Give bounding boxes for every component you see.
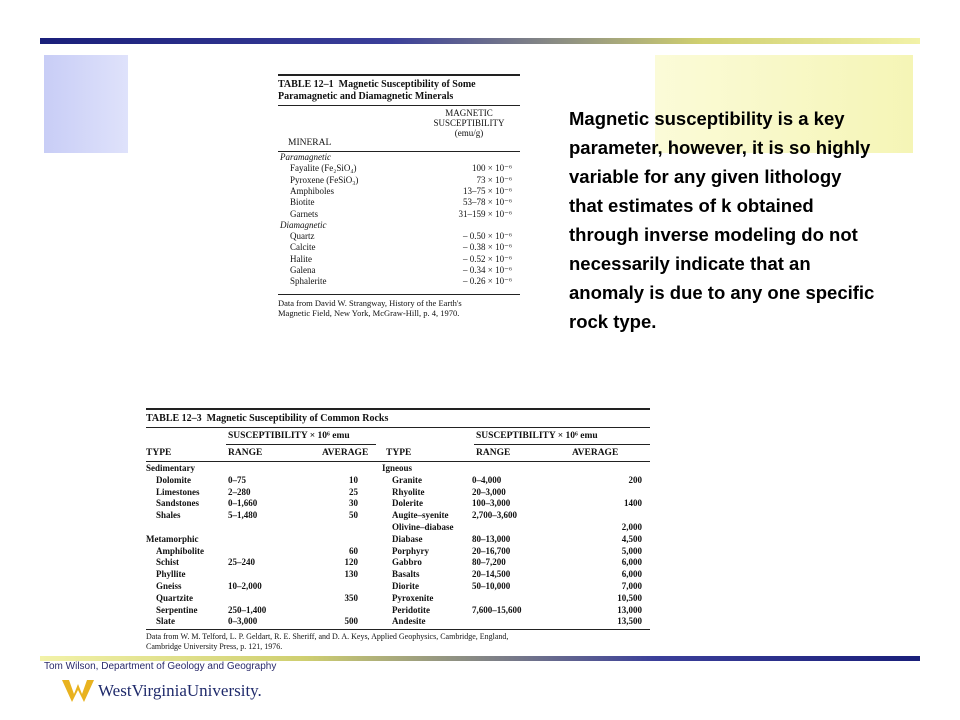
table3-right-range-cell: 0–4,000 (472, 474, 502, 485)
table3-left-range-cell: 2–280 (228, 486, 251, 497)
table3-right-average-cell: 1400 (624, 498, 642, 509)
table3-right-average-cell: 6,000 (621, 557, 642, 568)
table3-title-rule (146, 427, 650, 428)
table1-mineral-cell: Halite (290, 253, 312, 264)
table1-mineral-cell: Calcite (290, 242, 316, 253)
table3-top-rule (146, 408, 650, 410)
table3-left-range-cell: 0–1,660 (228, 498, 258, 509)
table3-right-range-cell: 20–14,500 (472, 569, 511, 580)
footer-credit: Tom Wilson, Department of Geology and Geography (44, 661, 277, 672)
table3-left-range-cell: 25–240 (228, 557, 255, 568)
bullet-text: Magnetic susceptibility is a key parameter, however, it is so highly variable for any given lithology that estimates of k obtained through inverse modeling do not necessarily indicate that an anomaly is due to any one specific rock type. (569, 108, 875, 332)
table3-left-average-cell: 60 (349, 545, 358, 556)
table3-right-range-cell: 20–3,000 (472, 486, 506, 497)
table3-left-range-cell: 5–1,480 (228, 510, 258, 521)
table1-group-label: Paramagnetic (280, 152, 331, 162)
table3-col-range-right: RANGE (476, 448, 511, 458)
table1-top-rule (278, 74, 520, 76)
table3-right-average-cell: 2,000 (621, 522, 642, 532)
table3-susc-rule-right (474, 444, 650, 445)
table1-value-cell: 100 × 10⁻⁶ (472, 163, 512, 174)
table3-right-average-cell: 13,500 (617, 616, 642, 627)
table1-group-label: Diamagnetic (280, 219, 327, 230)
table3-right-average-cell: 13,000 (617, 604, 642, 615)
table1-value-cell: 73 × 10⁻⁶ (476, 174, 512, 185)
table3-right-rock-cell: Diorite (392, 581, 419, 591)
table1-value-cell: – 0.38 × 10⁻⁶ (463, 242, 512, 253)
table3-left-average-cell: 25 (349, 486, 358, 497)
table1-source-1: Data from David W. Strangway, History of the Earth's (278, 298, 462, 308)
table1-value-cell: – 0.50 × 10⁻⁶ (463, 231, 512, 242)
table3-left-group-label: Metamorphic (146, 533, 199, 544)
table3-right-average-cell: 5,000 (621, 545, 642, 556)
table3-left-average-cell: 500 (344, 616, 358, 627)
table3-right-rock-cell: Diabase (392, 533, 423, 544)
table3-left-rock-cell: Amphibolite (156, 545, 205, 556)
table3-left-rock-cell: Slate (156, 616, 175, 627)
table3-left-rock-cell: Sandstones (156, 498, 200, 509)
table3-left-rock-cell: Shales (156, 510, 181, 521)
table3-right-average-cell: 10,500 (617, 592, 642, 603)
table1-value-cell: – 0.26 × 10⁻⁶ (463, 276, 512, 287)
table3-right-average-cell: 4,500 (621, 533, 642, 544)
table3-left-range-cell: 0–75 (228, 474, 246, 485)
table1-value-cell: 13–75 × 10⁻⁶ (463, 185, 512, 196)
table1-value-cell: – 0.34 × 10⁻⁶ (463, 265, 512, 275)
table1-mineral-cell: Sphalerite (290, 276, 327, 287)
table3-right-range-cell: 80–13,000 (472, 533, 511, 544)
table3-col-type-left: TYPE (146, 448, 172, 458)
table3-left-range-cell: 10–2,000 (228, 581, 262, 591)
table3-source-1: Data from W. M. Telford, L. P. Geldart, R. E. Sheriff, and D. A. Keys, Applied Geophysics, Cambridge, England, (146, 632, 509, 641)
table3-left-average-cell: 130 (344, 569, 358, 580)
table-12-3-image (142, 405, 654, 658)
table3-right-range-cell: 7,600–15,600 (472, 604, 522, 615)
table1-col-susc-2: SUSCEPTIBILITY (433, 118, 505, 128)
wvu-flying-wv-icon (62, 680, 94, 702)
table3-right-average-cell: 6,000 (621, 569, 642, 580)
table1-col-susc-1: MAGNETIC (445, 108, 493, 118)
table3-left-average-cell: 50 (349, 510, 358, 521)
table1-mineral-cell: Biotite (290, 197, 315, 208)
table3-left-range-cell: 0–3,000 (228, 616, 258, 627)
table3-right-average-cell: 200 (628, 474, 642, 485)
table3-right-range-cell: 20–16,700 (472, 545, 511, 556)
table1-header-rule (278, 105, 520, 106)
table1-mineral-cell: Amphiboles (290, 185, 334, 196)
university-logo (62, 680, 262, 702)
table3-susc-header-left: SUSCEPTIBILITY × 10⁶ emu (228, 431, 350, 441)
table1-value-cell: – 0.52 × 10⁻⁶ (463, 253, 512, 264)
table3-left-rock-cell: Gneiss (156, 581, 182, 591)
table3-right-rock-cell: Dolerite (392, 498, 423, 509)
table3-right-range-cell: 80–7,200 (472, 557, 506, 568)
top-rule (40, 38, 920, 44)
table1-col-susc-3: (emu/g) (454, 128, 484, 138)
table3-right-rock-cell: Pyroxenite (392, 592, 434, 603)
table3-right-range-cell: 50–10,000 (472, 581, 511, 591)
table3-col-average-left: AVERAGE (322, 448, 369, 458)
table1-value-cell: 31–159 × 10⁻⁶ (458, 208, 512, 219)
table3-col-type-right: TYPE (386, 448, 412, 458)
table3-right-average-cell: 7,000 (621, 581, 642, 591)
table3-left-range-cell: 250–1,400 (228, 604, 267, 615)
table3-susc-header-right: SUSCEPTIBILITY × 10⁶ emu (476, 431, 598, 441)
table3-right-rock-cell: Rhyolite (392, 486, 425, 497)
table1-title: TABLE 12–1 Magnetic Susceptibility of Some (278, 79, 476, 90)
table1-value-cell: 53–78 × 10⁻⁶ (463, 197, 512, 208)
table3-right-rock-cell: Porphyry (392, 545, 429, 556)
table3-right-rock-cell: Basalts (392, 569, 420, 580)
table3-right-rock-cell: Peridotite (392, 604, 430, 615)
table3-left-average-cell: 30 (349, 498, 358, 509)
table3-right-rock-cell: Augite–syenite (392, 510, 449, 521)
table3-left-rock-cell: Limestones (156, 486, 200, 497)
table3-right-rock-cell: Granite (392, 474, 422, 485)
table3-left-group-label: Sedimentary (146, 463, 195, 473)
table3-source-2: Cambridge University Press, p. 121, 1976. (146, 642, 283, 651)
table3-left-rock-cell: Schist (156, 557, 180, 568)
table1-bottom-rule (278, 294, 520, 295)
table3-col-range-left: RANGE (228, 448, 263, 458)
table3-right-range-cell: 2,700–3,600 (472, 510, 517, 521)
table3-bottom-rule (146, 629, 650, 630)
university-wordmark: WestVirginiaUniversity. (98, 681, 262, 700)
table3-left-average-cell: 10 (349, 474, 358, 485)
table3-susc-rule-left (226, 444, 376, 445)
table3-right-rock-cell: Olivine–diabase (392, 522, 454, 532)
table3-left-rock-cell: Dolomite (156, 474, 191, 485)
table1-mineral-cell: Garnets (290, 208, 318, 219)
table1-col-mineral: MINERAL (288, 138, 332, 148)
table3-left-rock-cell: Quartzite (156, 592, 193, 603)
top-left-accent-block (44, 55, 128, 153)
table3-right-range-cell: 100–3,000 (472, 498, 511, 509)
table-12-1-image (274, 70, 524, 322)
table1-title-line2: Paramagnetic and Diamagnetic Minerals (278, 91, 454, 102)
table3-left-average-cell: 350 (344, 592, 358, 603)
table1-mineral-cell: Fayalite (Fe₂SiO₄) (290, 163, 357, 174)
table1-mineral-cell: Pyroxene (FeSiO₃) (290, 174, 359, 185)
table3-left-rock-cell: Serpentine (156, 604, 198, 615)
table3-header-bottom-rule (146, 461, 650, 462)
table1-mineral-cell: Galena (290, 265, 316, 275)
table3-left-average-cell: 120 (344, 557, 358, 568)
table3-col-average-right: AVERAGE (572, 448, 619, 458)
table3-title: TABLE 12–3 Magnetic Susceptibility of Common Rocks (146, 413, 389, 424)
table1-source-2: Magnetic Field, New York, McGraw-Hill, p. 4, 1970. (278, 308, 460, 318)
table3-right-group-label: Igneous (382, 463, 413, 473)
table3-right-rock-cell: Andesite (392, 616, 426, 627)
table3-right-rock-cell: Gabbro (392, 557, 422, 568)
table1-mineral-cell: Quartz (290, 231, 315, 242)
table3-left-rock-cell: Phyllite (156, 569, 186, 580)
